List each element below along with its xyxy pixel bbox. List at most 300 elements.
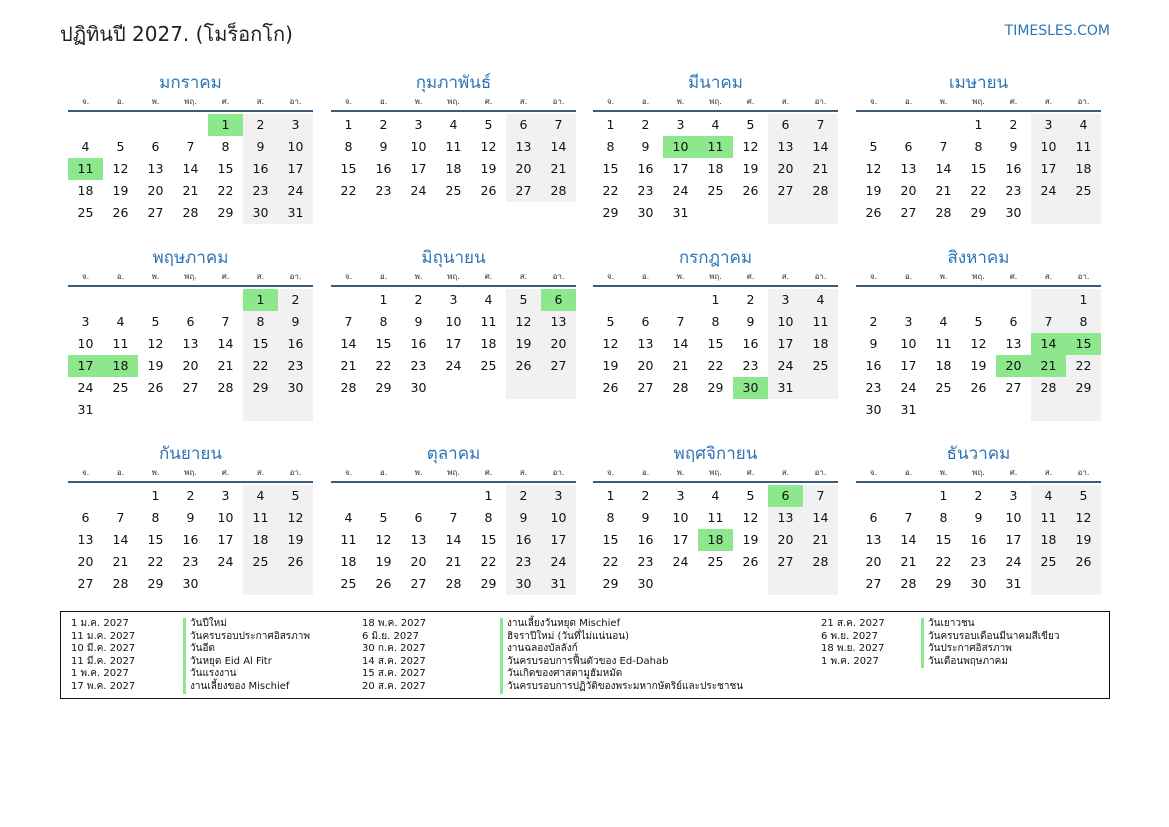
day-cell: 21 <box>112 554 129 569</box>
day-grid <box>593 485 838 595</box>
day-cell: 11 <box>707 510 724 525</box>
day-cell: 15 <box>602 161 619 176</box>
day-cell: 18 <box>340 554 357 569</box>
weekday-label: จ. <box>606 97 615 106</box>
day-cell: 16 <box>637 161 654 176</box>
day-cell: 25 <box>77 205 94 220</box>
empty-cell <box>803 202 838 224</box>
day-cell: 13 <box>637 336 654 351</box>
legend-holiday-name: งานเลี้ยงวันหยุด Mischief <box>500 618 743 631</box>
weekday-label: พฤ. <box>972 272 985 281</box>
day-cell: 31 <box>541 573 576 595</box>
day-cell: 13 <box>1005 336 1022 351</box>
day-cell: 24 <box>410 183 427 198</box>
day-cell: 26 <box>742 554 759 569</box>
day-cell: 3 <box>278 114 313 136</box>
day-cell: 14 <box>672 336 689 351</box>
day-cell: 24 <box>278 180 313 202</box>
day-cell: 10 <box>217 510 234 525</box>
day-cell: 16 <box>243 158 278 180</box>
weekday-label: อ. <box>904 468 913 477</box>
day-cell: 29 <box>243 377 278 399</box>
day-cell: 17 <box>672 532 689 547</box>
day-cell: 9 <box>506 507 541 529</box>
day-cell: 25 <box>1066 180 1101 202</box>
month-name: ตุลาคม <box>426 444 481 464</box>
day-cell: 7 <box>541 114 576 136</box>
day-cell: 28 <box>803 180 838 202</box>
weekday-header <box>593 271 838 287</box>
legend-date: 15 ส.ค. 2027 <box>362 668 426 680</box>
weekday-label: ศ. <box>484 272 493 281</box>
day-cell: 5 <box>746 117 755 132</box>
day-cell: 4 <box>484 292 493 307</box>
day-cell: 27 <box>768 180 803 202</box>
month-name: มกราคม <box>159 73 222 93</box>
legend-date: 6 พ.ย. 2027 <box>821 630 878 642</box>
weekday-label: อ. <box>904 272 913 281</box>
weekday-label: ศ. <box>221 272 230 281</box>
empty-cell <box>103 114 138 136</box>
empty-cell <box>996 399 1031 421</box>
month-block <box>593 245 838 399</box>
day-cell: 28 <box>445 576 462 591</box>
empty-cell <box>103 399 138 421</box>
legend-holiday-name: ฮิจราปีใหม่ (วันที่ไม่แน่นอน) <box>500 631 743 644</box>
day-cell: 5 <box>869 139 878 154</box>
legend-date: 11 ม.ค. 2027 <box>71 630 136 642</box>
day-cell: 17 <box>900 358 917 373</box>
empty-cell <box>926 399 961 421</box>
day-cell: 29 <box>602 205 619 220</box>
day-cell: 9 <box>243 136 278 158</box>
day-cell: 20 <box>182 358 199 373</box>
month-name: เมษายน <box>948 73 1009 93</box>
legend-names-col-2 <box>500 618 743 694</box>
weekday-label: อา. <box>552 97 565 106</box>
weekday-label: ส. <box>256 272 265 281</box>
day-cell: 21 <box>340 358 357 373</box>
weekday-label: จ. <box>344 272 353 281</box>
empty-cell <box>1066 399 1101 421</box>
empty-cell <box>103 289 138 311</box>
empty-cell <box>698 202 733 224</box>
day-cell: 23 <box>1005 183 1022 198</box>
day-cell: 1 <box>606 488 615 503</box>
empty-cell <box>663 573 698 595</box>
day-cell: 31 <box>77 402 94 417</box>
weekday-label: ส. <box>519 468 528 477</box>
day-grid <box>856 485 1101 595</box>
day-cell: 11 <box>1066 136 1101 158</box>
day-grid <box>68 485 313 595</box>
empty-cell <box>243 573 278 595</box>
day-cell: 9 <box>641 510 650 525</box>
day-grid <box>68 289 313 421</box>
day-cell: 30 <box>970 576 987 591</box>
weekday-label: อา. <box>814 272 827 281</box>
month-name: สิงหาคม <box>947 248 1010 268</box>
day-cell: 9 <box>379 139 388 154</box>
day-cell: 30 <box>182 576 199 591</box>
weekday-label: พฤ. <box>709 97 722 106</box>
month-name: กันยายน <box>158 444 222 464</box>
empty-cell <box>331 289 366 311</box>
day-cell: 6 <box>869 510 878 525</box>
day-cell: 23 <box>970 554 987 569</box>
day-cell: 9 <box>746 314 755 329</box>
day-cell: 19 <box>970 358 987 373</box>
day-cell: 22 <box>147 554 164 569</box>
day-cell: 9 <box>1009 139 1018 154</box>
day-cell: 17 <box>541 529 576 551</box>
day-cell: 30 <box>410 380 427 395</box>
day-cell: 6 <box>768 485 803 507</box>
month-block <box>856 70 1101 224</box>
empty-cell <box>208 399 243 421</box>
weekday-label: จ. <box>606 468 615 477</box>
day-cell: 29 <box>375 380 392 395</box>
weekday-label: ศ. <box>1009 97 1018 106</box>
day-cell: 28 <box>541 180 576 202</box>
weekday-header <box>68 271 313 287</box>
day-cell: 23 <box>243 180 278 202</box>
day-cell: 31 <box>672 205 689 220</box>
empty-cell <box>278 573 313 595</box>
day-cell: 8 <box>344 139 353 154</box>
weekday-label: ศ. <box>221 97 230 106</box>
month-block <box>331 70 576 202</box>
day-cell: 9 <box>641 139 650 154</box>
day-cell: 11 <box>340 532 357 547</box>
day-cell: 10 <box>77 336 94 351</box>
day-cell: 18 <box>698 529 733 551</box>
day-cell: 25 <box>243 551 278 573</box>
day-cell: 17 <box>1005 532 1022 547</box>
day-cell: 1 <box>379 292 388 307</box>
day-cell: 17 <box>217 532 234 547</box>
day-cell: 19 <box>112 183 129 198</box>
weekday-label: อ. <box>379 272 388 281</box>
day-cell: 26 <box>602 380 619 395</box>
day-cell: 14 <box>900 532 917 547</box>
day-grid <box>593 114 838 224</box>
day-cell: 2 <box>974 488 983 503</box>
legend-holiday-name: วันครบรอบประกาศอิสรภาพ <box>183 631 310 644</box>
day-cell: 19 <box>147 358 164 373</box>
empty-cell <box>961 399 996 421</box>
day-cell: 18 <box>445 161 462 176</box>
legend-names-col-1 <box>183 618 310 694</box>
empty-cell <box>243 399 278 421</box>
legend-date: 17 พ.ค. 2027 <box>71 680 136 692</box>
day-cell: 24 <box>900 380 917 395</box>
empty-cell <box>68 114 103 136</box>
day-cell: 30 <box>865 402 882 417</box>
day-cell: 6 <box>541 289 576 311</box>
day-cell: 17 <box>672 161 689 176</box>
weekday-label: อา. <box>289 272 302 281</box>
day-cell: 3 <box>768 289 803 311</box>
weekday-label: พฤ. <box>184 97 197 106</box>
weekday-header <box>68 96 313 112</box>
day-cell: 4 <box>939 314 948 329</box>
day-cell: 14 <box>803 507 838 529</box>
day-cell: 26 <box>1066 551 1101 573</box>
day-cell: 11 <box>68 158 103 180</box>
empty-cell <box>1031 202 1066 224</box>
day-cell: 8 <box>221 139 230 154</box>
legend-holiday-name: วันประกาศอิสรภาพ <box>921 643 1060 656</box>
month-name: ธันวาคม <box>946 444 1011 464</box>
day-cell: 16 <box>278 333 313 355</box>
day-cell: 26 <box>147 380 164 395</box>
day-cell: 6 <box>1009 314 1018 329</box>
day-cell: 20 <box>541 333 576 355</box>
month-block <box>856 441 1101 595</box>
empty-cell <box>541 377 576 399</box>
day-cell: 3 <box>1009 488 1018 503</box>
weekday-label: อา. <box>552 468 565 477</box>
day-cell: 24 <box>672 554 689 569</box>
weekday-label: พ. <box>939 272 948 281</box>
weekday-label: จ. <box>81 272 90 281</box>
weekday-label: ศ. <box>746 468 755 477</box>
day-cell: 4 <box>449 117 458 132</box>
day-cell: 20 <box>900 183 917 198</box>
day-cell: 28 <box>112 576 129 591</box>
day-cell: 11 <box>935 336 952 351</box>
day-cell: 4 <box>711 117 720 132</box>
day-cell: 11 <box>243 507 278 529</box>
weekday-label: อ. <box>116 468 125 477</box>
day-cell: 3 <box>81 314 90 329</box>
day-cell: 12 <box>147 336 164 351</box>
empty-cell <box>366 485 401 507</box>
day-cell: 10 <box>1005 510 1022 525</box>
legend-dates-col-3 <box>821 618 885 668</box>
day-cell: 19 <box>742 532 759 547</box>
day-cell: 29 <box>1066 377 1101 399</box>
day-grid <box>593 289 838 399</box>
site-link[interactable]: TIMESLES.COM <box>1004 23 1110 39</box>
day-cell: 1 <box>939 488 948 503</box>
day-cell: 21 <box>672 358 689 373</box>
legend-date: 18 พ.ค. 2027 <box>362 618 427 629</box>
month-name: มีนาคม <box>688 73 743 93</box>
day-cell: 27 <box>865 576 882 591</box>
empty-cell <box>506 377 541 399</box>
day-cell: 8 <box>243 311 278 333</box>
month-block <box>331 441 576 595</box>
day-cell: 1 <box>1066 289 1101 311</box>
day-cell: 2 <box>641 117 650 132</box>
day-cell: 4 <box>243 485 278 507</box>
day-cell: 10 <box>278 136 313 158</box>
empty-cell <box>733 202 768 224</box>
day-cell: 15 <box>147 532 164 547</box>
weekday-label: พ. <box>939 97 948 106</box>
day-cell: 15 <box>243 333 278 355</box>
day-cell: 22 <box>243 355 278 377</box>
weekday-label: ส. <box>1044 272 1053 281</box>
empty-cell <box>891 114 926 136</box>
empty-cell <box>1031 289 1066 311</box>
weekday-label: ส. <box>256 468 265 477</box>
day-cell: 10 <box>445 314 462 329</box>
day-grid <box>331 114 576 202</box>
day-cell: 11 <box>803 311 838 333</box>
legend-date: 6 มิ.ย. 2027 <box>362 630 419 642</box>
day-cell: 8 <box>939 510 948 525</box>
day-cell: 31 <box>1005 576 1022 591</box>
day-cell: 5 <box>379 510 388 525</box>
day-cell: 27 <box>506 180 541 202</box>
day-cell: 11 <box>480 314 497 329</box>
month-name: พฤศจิกายน <box>673 444 758 464</box>
empty-cell <box>138 114 173 136</box>
day-cell: 12 <box>865 161 882 176</box>
legend-date: 21 ส.ค. 2027 <box>821 618 885 629</box>
empty-cell <box>331 485 366 507</box>
day-cell: 6 <box>81 510 90 525</box>
empty-cell <box>436 485 471 507</box>
day-cell: 21 <box>445 554 462 569</box>
legend-date: 30 ก.ค. 2027 <box>362 643 426 655</box>
day-cell: 15 <box>375 336 392 351</box>
day-cell: 10 <box>663 136 698 158</box>
day-cell: 18 <box>707 161 724 176</box>
day-cell: 12 <box>742 510 759 525</box>
empty-cell <box>856 114 891 136</box>
weekday-label: พ. <box>151 272 160 281</box>
day-cell: 15 <box>340 161 357 176</box>
day-cell: 29 <box>970 205 987 220</box>
day-cell: 20 <box>768 158 803 180</box>
day-cell: 13 <box>410 532 427 547</box>
weekday-label: ศ. <box>1009 272 1018 281</box>
weekday-label: อ. <box>641 97 650 106</box>
day-cell: 9 <box>414 314 423 329</box>
day-cell: 11 <box>445 139 462 154</box>
weekday-label: อา. <box>814 97 827 106</box>
day-cell: 18 <box>243 529 278 551</box>
legend-date: 1 พ.ค. 2027 <box>821 655 879 667</box>
day-cell: 5 <box>506 289 541 311</box>
day-cell: 17 <box>278 158 313 180</box>
day-cell: 9 <box>186 510 195 525</box>
day-cell: 24 <box>445 358 462 373</box>
day-cell: 23 <box>182 554 199 569</box>
day-cell: 1 <box>243 289 278 311</box>
day-cell: 18 <box>803 333 838 355</box>
day-cell: 6 <box>506 114 541 136</box>
weekday-label: ส. <box>781 272 790 281</box>
empty-cell <box>768 573 803 595</box>
day-cell: 27 <box>900 205 917 220</box>
day-cell: 27 <box>541 355 576 377</box>
empty-cell <box>401 485 436 507</box>
weekday-label: อา. <box>1077 97 1090 106</box>
legend-dates-col-2 <box>362 618 426 694</box>
day-cell: 20 <box>637 358 654 373</box>
day-cell: 23 <box>278 355 313 377</box>
day-cell: 7 <box>803 114 838 136</box>
weekday-label: อา. <box>289 468 302 477</box>
weekday-label: พ. <box>414 468 423 477</box>
day-cell: 2 <box>746 292 755 307</box>
weekday-label: ศ. <box>1009 468 1018 477</box>
weekday-header <box>856 96 1101 112</box>
day-cell: 26 <box>480 183 497 198</box>
day-cell: 26 <box>375 576 392 591</box>
weekday-label: ส. <box>1044 97 1053 106</box>
empty-cell <box>68 289 103 311</box>
weekday-label: ศ. <box>484 97 493 106</box>
weekday-label: ส. <box>519 97 528 106</box>
day-cell: 22 <box>602 183 619 198</box>
legend-holiday-name: วันเยาวชน <box>921 618 1060 631</box>
day-cell: 14 <box>1031 333 1066 355</box>
day-cell: 23 <box>865 380 882 395</box>
legend-holiday-name: วันอีด <box>183 643 310 656</box>
day-cell: 6 <box>768 114 803 136</box>
day-cell: 23 <box>375 183 392 198</box>
weekday-label: พ. <box>676 272 685 281</box>
day-cell: 3 <box>1031 114 1066 136</box>
legend-holiday-name: วันปีใหม่ <box>183 618 310 631</box>
day-cell: 29 <box>707 380 724 395</box>
day-cell: 21 <box>803 158 838 180</box>
weekday-label: พฤ. <box>447 97 460 106</box>
day-cell: 3 <box>904 314 913 329</box>
day-cell: 5 <box>974 314 983 329</box>
day-cell: 4 <box>116 314 125 329</box>
empty-cell <box>663 289 698 311</box>
day-cell: 22 <box>375 358 392 373</box>
day-cell: 25 <box>935 380 952 395</box>
month-block <box>68 441 313 595</box>
day-cell: 3 <box>676 488 685 503</box>
day-cell: 21 <box>541 158 576 180</box>
day-cell: 30 <box>733 377 768 399</box>
month-block <box>856 245 1101 421</box>
day-cell: 4 <box>803 289 838 311</box>
day-cell: 4 <box>344 510 353 525</box>
day-cell: 10 <box>900 336 917 351</box>
month-block <box>68 70 313 224</box>
day-cell: 5 <box>606 314 615 329</box>
month-name: มิถุนายน <box>421 248 486 268</box>
day-cell: 20 <box>865 554 882 569</box>
day-cell: 9 <box>974 510 983 525</box>
day-cell: 24 <box>672 183 689 198</box>
day-cell: 19 <box>506 333 541 355</box>
weekday-label: ส. <box>1044 468 1053 477</box>
weekday-label: ศ. <box>484 468 493 477</box>
day-cell: 16 <box>506 529 541 551</box>
day-cell: 21 <box>935 183 952 198</box>
day-cell: 5 <box>278 485 313 507</box>
day-cell: 13 <box>900 161 917 176</box>
weekday-label: ศ. <box>221 468 230 477</box>
day-cell: 8 <box>151 510 160 525</box>
day-cell: 1 <box>344 117 353 132</box>
day-cell: 20 <box>506 158 541 180</box>
weekday-header <box>593 96 838 112</box>
day-grid <box>331 485 576 595</box>
day-cell: 16 <box>1005 161 1022 176</box>
